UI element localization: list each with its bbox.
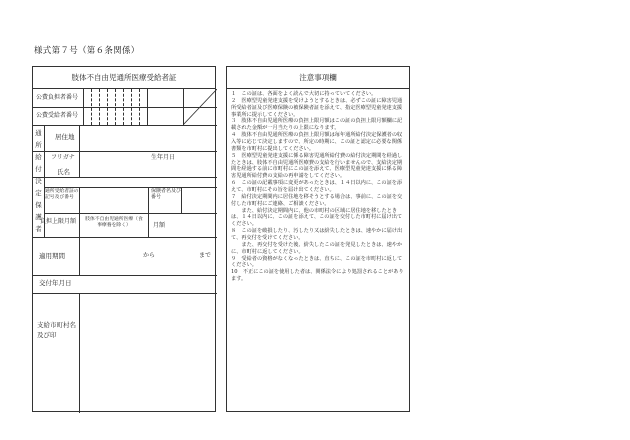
address-label: 居住地 — [55, 133, 75, 141]
notes-list — [231, 91, 407, 283]
certificate-title: 肢体不自由児通所医療受給者証 — [33, 67, 215, 89]
form-label: 様式第７号（第６条関係） — [34, 46, 140, 56]
side-label-char: 護 — [35, 213, 42, 221]
note-item: また、給付決定期間内に、他の市町村の区域に居住地を移したときは、１４日以内に、この証を添えて、この証を交付した市町村に届け出てください。 — [231, 207, 403, 228]
cell-divider — [79, 187, 80, 213]
digit-divider — [115, 89, 116, 125]
cell-divider — [79, 151, 80, 177]
side-label-char: 付 — [35, 165, 42, 173]
cell-divider — [181, 187, 182, 213]
row-divider — [33, 275, 217, 276]
cell-divider — [79, 293, 80, 413]
note-item: ９ 受給者の資格がなくなったときは、直ちに、この証を市町村に返してください。 — [231, 255, 403, 269]
row-divider — [33, 151, 217, 152]
row-divider — [33, 293, 217, 294]
digit-divider — [139, 89, 140, 125]
period-until-label: まで — [199, 252, 212, 259]
note-item: ６ この証の記載事項に変更があったときは、１４日以内に、この証を添えて、市町村にその旨を届け出てください。 — [231, 180, 403, 194]
insurer-name-label: 保険者名及び番号 — [151, 188, 182, 200]
valid-period-label: 適用期間 — [39, 252, 65, 260]
note-item: ５ 医療型児童発達支援に係る障害児通所給付費の給付決定期間を経過したときは、肢体不自由児通所医療費の支給を行いませんので、支給決定期間を経過する前に市町村にこの証を添えて、医療型児童発達支援に係る障害児通所給付費の支給の再申請をしてください。 — [231, 152, 403, 180]
digit-divider — [91, 89, 92, 125]
copay-limit-note: 肢体不自由児通所医療（食事療養を除く） — [85, 217, 143, 228]
side-label-char: 保 — [35, 201, 42, 209]
side-label-char: 定 — [35, 189, 42, 197]
digit-divider — [123, 89, 124, 125]
side-label-char: 者 — [35, 225, 42, 233]
row-divider — [33, 177, 217, 178]
note-item: ２ 医療型児童発達支援を受けようとするときは、必ずこの証に障害児通所受給者証及び医療保険の被保険者証を添えて、指定医療型児童発達支援事業所に提示してください。 — [231, 97, 403, 118]
row-divider — [44, 213, 217, 214]
copay-limit-label: 負担上限月額 — [39, 218, 76, 225]
cell-divider — [148, 213, 149, 237]
digit-divider — [131, 89, 132, 125]
cell-divider — [79, 237, 80, 275]
issue-date-label: 交付年月日 — [39, 279, 72, 287]
row-divider — [44, 187, 217, 188]
side-label-char: 給 — [35, 153, 42, 161]
row-divider — [33, 125, 217, 126]
cell-divider — [79, 213, 80, 237]
birth-date-label: 生年月日 — [151, 154, 176, 161]
period-from-label: から — [143, 252, 156, 259]
row-divider — [33, 237, 217, 238]
digit-divider — [99, 89, 100, 125]
digit-divider — [107, 89, 108, 125]
notes-title: 注意事項欄 — [227, 67, 409, 89]
note-item: １ この証は、各面をよく読んで大切に持っていてください。 — [231, 91, 377, 97]
monthly-amount-label: 月額 — [153, 222, 166, 229]
name-label: 氏名 — [57, 168, 70, 176]
side-label-char: 決 — [35, 177, 42, 185]
mayor-name-label: 支給市町村名及び印 — [37, 321, 76, 339]
note-item: ８ この証を破損したり、汚したり又は紛失したときは、速やかに届け出て、再交付を受けてください。 — [231, 228, 403, 242]
furigana-label: フリガナ — [51, 154, 75, 161]
note-item: ７ 給付決定期間内に居住地を移そうとする場合は、事前に、この証を交付した市町村にご連絡、ご相談ください。 — [231, 193, 403, 207]
cell-divider — [147, 89, 148, 125]
note-item: ３ 肢体不自由児通所医療の負担上限月額はこの証の負担上限月額欄に記載された金額が一月当たりの上限になります。 — [231, 118, 403, 132]
recipient-certificate — [32, 66, 216, 412]
note-item: 10 不正にこの証を使用した者は、関係法令により処罰されることがあります。 — [231, 269, 404, 283]
payer-number-label: 公費負担者番号 — [36, 94, 79, 101]
notes-panel — [226, 66, 410, 412]
side-label-char: 通 — [35, 129, 42, 137]
cell-divider — [79, 125, 80, 151]
note-item: ４ 肢体不自由児通所医療の負担上限月額は毎年通所給付決定保護者の収入等に応じて決定しますので、所定の時期に、この証と認定に必要な関係書類を市町村に提出してください。 — [231, 132, 403, 152]
void-diagonal — [183, 89, 217, 125]
note-item: また、再交付を受けた後、紛失したこの証を発見したときは、速やかに、市町村に返してください。 — [231, 241, 403, 255]
recipient-number-label: 公費受給者番号 — [36, 112, 79, 119]
side-label-char: 所 — [35, 141, 42, 149]
welfare-cert-number-label: 通所受給者証の記号及び番号 — [45, 189, 79, 200]
cell-divider — [83, 89, 84, 125]
cell-divider — [148, 187, 149, 213]
